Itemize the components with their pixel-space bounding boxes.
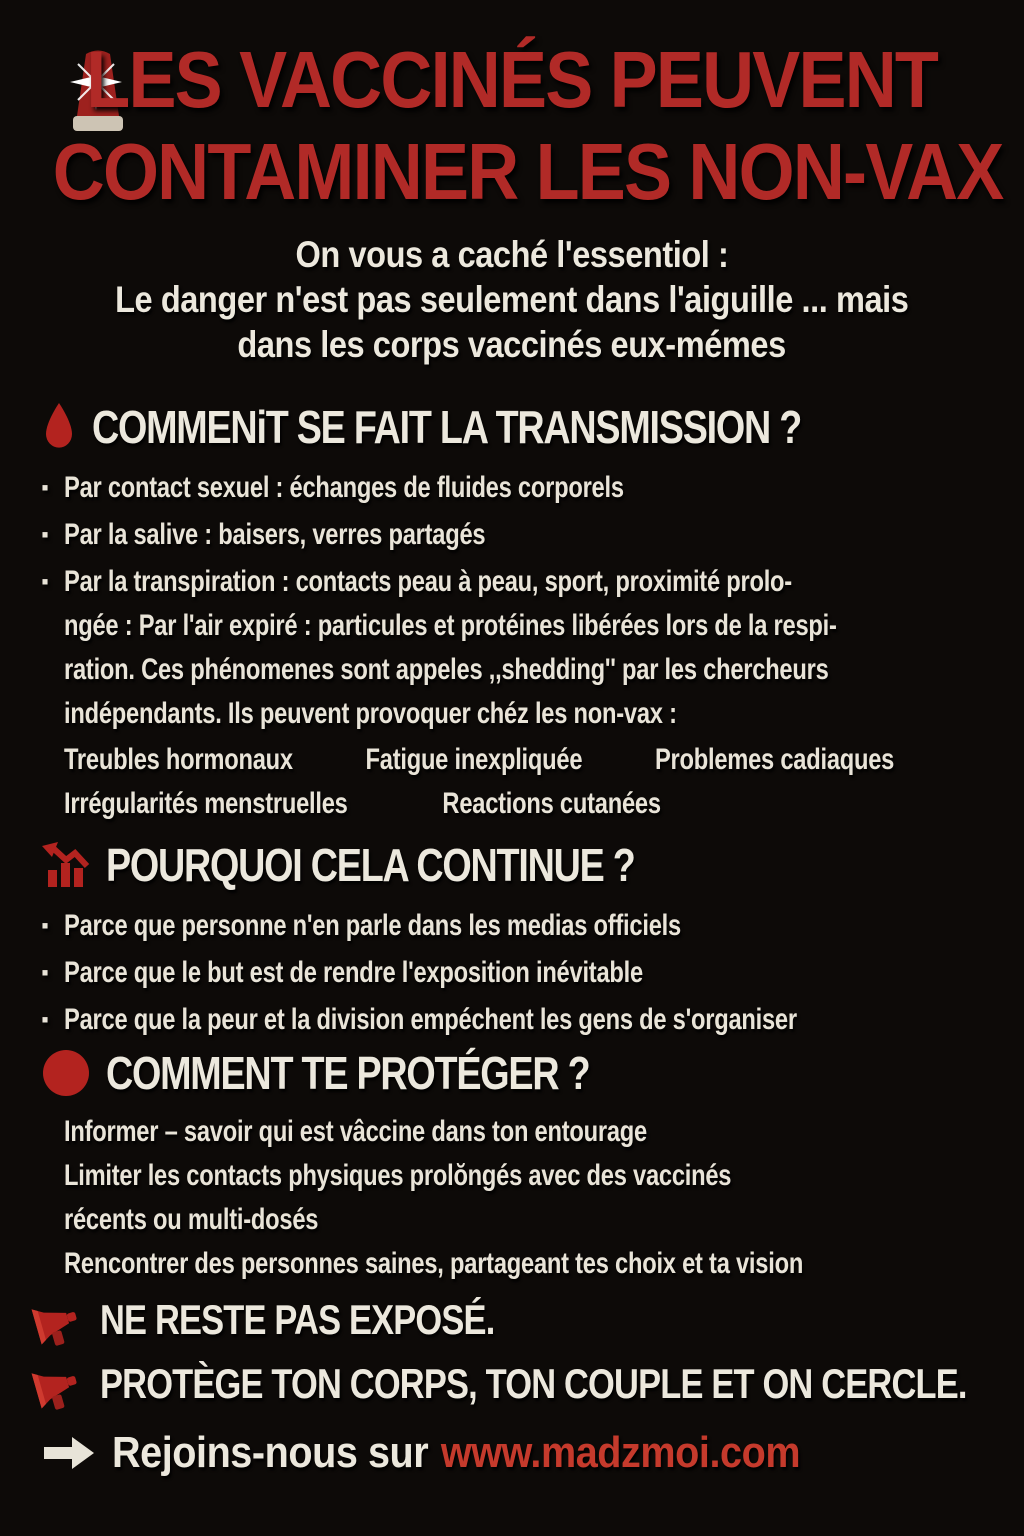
bullet-text-line: Par la transpiration : contacts peau à peau, sport, proximité prolo- bbox=[64, 565, 792, 598]
title-line-1-wrap bbox=[0, 34, 1024, 126]
symptom: Reactions cutanées bbox=[442, 787, 661, 820]
symptom-row bbox=[64, 782, 1024, 826]
cta-row bbox=[28, 1352, 1012, 1416]
bullet-dot bbox=[40, 560, 64, 607]
megaphone-icon bbox=[28, 1291, 86, 1349]
bullet-dot bbox=[40, 466, 64, 513]
bullet-text: Par contact sexuel : échanges de fluides corporels bbox=[64, 471, 624, 504]
protect-lines bbox=[64, 1110, 1024, 1286]
list-item bbox=[40, 951, 1024, 998]
website-link[interactable]: www.madzmoi.com bbox=[440, 1428, 801, 1477]
megaphone-icon bbox=[28, 1355, 86, 1413]
why-bullets bbox=[40, 904, 1024, 1045]
protect-line: Informer – savoir qui est vâccine dans ton entourage bbox=[64, 1115, 647, 1148]
protect-line: Rencontrer des personnes saines, partageant tes choix et ta vision bbox=[64, 1247, 804, 1280]
arrow-right-icon bbox=[42, 1433, 96, 1473]
bullet-dot bbox=[40, 951, 64, 998]
declining-chart-icon bbox=[40, 840, 92, 890]
intro-line-2: Le danger n'est pas seulement dans l'aiguille ... mais bbox=[115, 279, 909, 320]
bullet-text: Parce que le but est de rendre l'exposition inévitable bbox=[64, 956, 643, 989]
why-heading-row bbox=[40, 836, 1024, 894]
bullet-text-line: indépendants. Ils peuvent provoquer chéz les non-vax : bbox=[64, 697, 677, 730]
protect-line: récents ou multi-dosés bbox=[64, 1203, 319, 1236]
cta-row bbox=[28, 1288, 1012, 1352]
symptom: Problemes cadiaques bbox=[654, 743, 895, 776]
protect-heading-row bbox=[40, 1044, 1024, 1102]
transmission-heading-row bbox=[40, 398, 1024, 456]
section-transmission bbox=[40, 398, 1024, 826]
bullet-dot bbox=[40, 513, 64, 560]
transmission-heading: COMMENiT SE FAIT LA TRANSMISSION ? bbox=[92, 401, 802, 453]
cta-line: PROTÈGE TON CORPS, TON COUPLE ET ON CERCLE. bbox=[100, 1360, 967, 1407]
intro-line-3: dans les corps vaccinés eux-mémes bbox=[237, 324, 787, 365]
footer-prefix: Rejoins-nous sur bbox=[112, 1428, 429, 1477]
footer bbox=[42, 1428, 877, 1478]
why-heading: POURQUOI CELA CONTINUE ? bbox=[106, 839, 635, 891]
cta-line: NE RESTE PAS EXPOSÉ. bbox=[100, 1296, 495, 1343]
list-item bbox=[40, 466, 1024, 513]
blood-drop-icon bbox=[40, 401, 78, 453]
footer-text bbox=[112, 1428, 800, 1478]
protect-heading: COMMENT TE PROTÉGER ? bbox=[106, 1047, 590, 1099]
symptom-row bbox=[64, 738, 1024, 782]
bullet-dot bbox=[40, 998, 64, 1045]
intro-text bbox=[0, 232, 1024, 367]
bullet-text: Parce que personne n'en parle dans les medias officiels bbox=[64, 909, 681, 942]
poster-title bbox=[0, 34, 1024, 218]
bullet-text: Parce que la peur et la division empéchent les gens de s'organiser bbox=[64, 1003, 797, 1036]
symptom: Irrégularités menstruelles bbox=[64, 787, 348, 820]
list-item bbox=[40, 560, 1024, 736]
title-line-2-wrap bbox=[0, 126, 1024, 218]
bullet-dot bbox=[40, 904, 64, 951]
symptom-list bbox=[64, 738, 1024, 826]
bullet-text: Par la salive : baisers, verres partagés bbox=[64, 518, 486, 551]
section-protect bbox=[40, 1044, 1024, 1286]
list-item bbox=[40, 904, 1024, 951]
bullet-text-line: ngée : Par l'air expiré : particules et protéines libérées lors de la respi- bbox=[64, 609, 837, 642]
title-line-1: LES VACCINÉS PEUVENT bbox=[86, 35, 938, 124]
list-item bbox=[40, 998, 1024, 1045]
symptom: Treubles hormonaux bbox=[64, 743, 293, 776]
transmission-bullets bbox=[40, 466, 1024, 736]
list-item bbox=[40, 513, 1024, 560]
title-line-2: CONTAMINER LES NON-VAX bbox=[52, 127, 1003, 216]
section-why bbox=[40, 836, 1024, 1045]
stop-dot-icon bbox=[40, 1047, 92, 1099]
call-to-action bbox=[28, 1288, 1012, 1416]
intro-line-1: On vous a caché l'essentiol : bbox=[295, 234, 729, 275]
protect-line: Limiter les contacts physiques prolŏngés avec des vaccinés bbox=[64, 1159, 732, 1192]
bullet-text-line: ration. Ces phénomenes sont appeles ,,shedding'' par les chercheurs bbox=[64, 653, 829, 686]
symptom: Fatigue inexpliquée bbox=[365, 743, 583, 776]
